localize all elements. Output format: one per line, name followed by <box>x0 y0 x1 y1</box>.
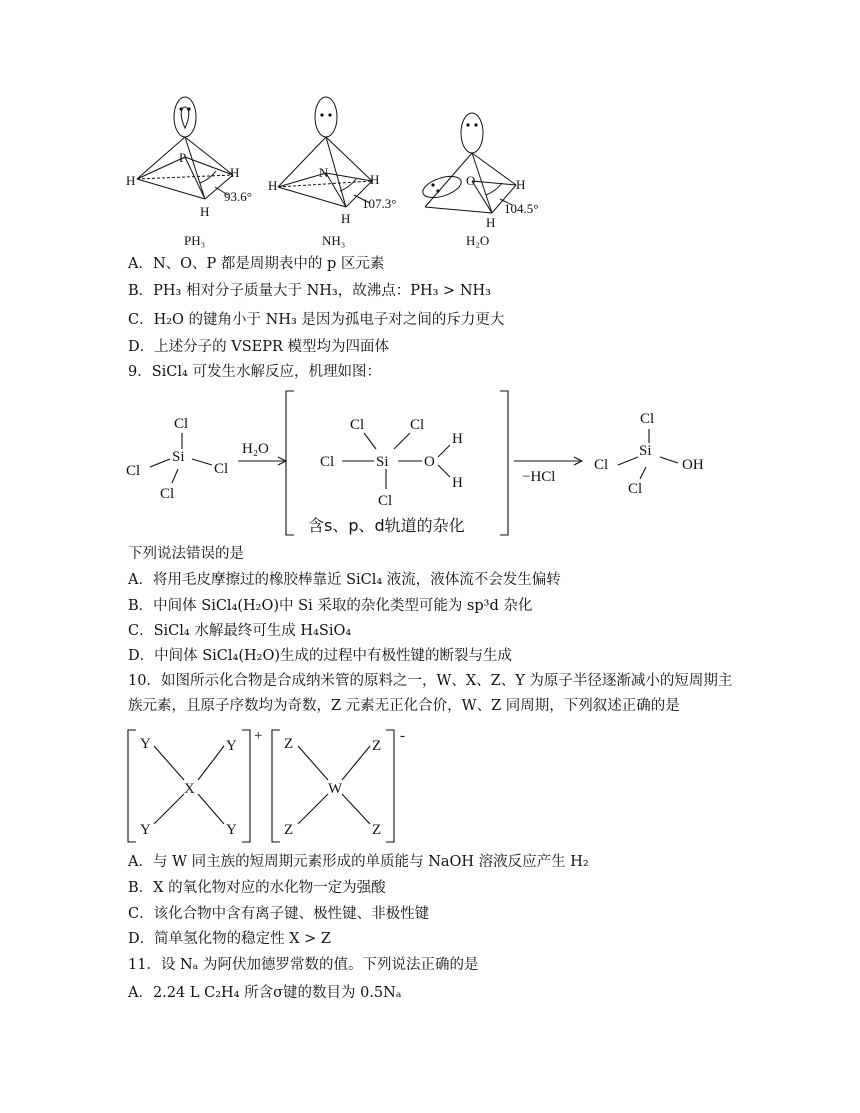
cation-center: X <box>184 781 195 797</box>
i-si: Si <box>376 454 389 470</box>
cation-charge: + <box>254 728 263 744</box>
q11-stem: 11．设 Nₐ 为阿伏加德罗常数的值。下列说法正确的是 <box>128 957 479 973</box>
h2o-h2: H <box>486 215 496 230</box>
q9-stem: 9．SiCl₄ 可发生水解反应，机理如图： <box>128 364 381 380</box>
nh3-h1: H <box>268 178 278 193</box>
anion-z-tl: Z <box>284 736 294 752</box>
molecule-figures <box>120 95 570 255</box>
r-cl-right: Cl <box>214 461 229 477</box>
ph3-h2: H <box>230 165 240 180</box>
q8-option-b: B．PH₃ 相对分子质量大于 NH₃，故沸点：PH₃ > NH₃ <box>128 283 491 299</box>
i-h-bottom: H <box>452 475 463 491</box>
nh3-angle: 107.3° <box>362 196 397 211</box>
q10-option-a: A．与 W 同主族的短周期元素形成的单质能与 NaOH 溶液反应产生 H₂ <box>128 854 589 870</box>
h2o-h1: H <box>516 177 526 192</box>
p-cl-left: Cl <box>594 457 609 473</box>
q9-question: 下列说法错误的是 <box>128 546 244 562</box>
cation-y-bl: Y <box>140 822 151 838</box>
q10-stem-line2: 族元素，且原子序数均为奇数，Z 元素无正化合价，W、Z 同周期，下列叙述正确的是 <box>128 698 680 714</box>
anion-z-bl: Z <box>284 822 294 838</box>
q8-option-c: C．H₂O 的键角小于 NH₃ 是因为孤电子对之间的斥力更大 <box>128 312 505 328</box>
h2o-center: O <box>466 173 476 188</box>
cation-y-tr: Y <box>226 738 237 754</box>
cation-y-br: Y <box>226 822 237 838</box>
r-cl-left: Cl <box>126 463 141 479</box>
p-si: Si <box>639 443 652 459</box>
anion-center: W <box>328 781 343 797</box>
nh3-center: N <box>319 165 329 180</box>
elimination-hcl: −HCl <box>522 469 556 485</box>
q11-option-a: A．2.24 L C₂H₄ 所含σ键的数目为 0.5Nₐ <box>128 985 402 1001</box>
ph3-diagram <box>137 97 233 199</box>
p-oh: OH <box>682 457 704 473</box>
ph3-angle: 93.6° <box>224 189 252 204</box>
nh3-h2: H <box>370 172 380 187</box>
anion-z-tr: Z <box>372 738 382 754</box>
q10-option-b: B．X 的氧化物对应的水化物一定为强酸 <box>128 880 386 896</box>
r-cl-top: Cl <box>174 416 189 432</box>
ph3-center: P <box>179 150 187 165</box>
cation-y-tl: Y <box>140 736 151 752</box>
nh3-diagram <box>278 97 372 207</box>
sicl4-mechanism <box>120 385 740 545</box>
compound-structure <box>124 726 424 846</box>
q10-option-d: D．简单氢化物的稳定性 X > Z <box>128 931 331 947</box>
h2o-angle: 104.5° <box>504 201 539 216</box>
i-h-top: H <box>452 431 463 447</box>
nh3-caption: NH₃ <box>322 233 346 248</box>
i-cl-left: Cl <box>320 454 335 470</box>
anion-z-br: Z <box>372 822 382 838</box>
i-o: O <box>424 454 435 470</box>
q9-option-b: B．中间体 SiCl₄(H₂O)中 Si 采取的杂化类型可能为 sp³d 杂化 <box>128 598 533 614</box>
i-cl-tr: Cl <box>410 417 425 433</box>
q10-stem-line1: 10．如图所示化合物是合成纳米管的原料之一，W、X、Z、Y 为原子半径逐渐减小的短周期主 <box>128 673 733 689</box>
q9-option-a: A．将用毛皮摩擦过的橡胶棒靠近 SiCl₄ 液流，液体流不会发生偏转 <box>128 572 561 588</box>
intermediate-note: 含s、p、d轨道的杂化 <box>308 516 465 535</box>
h2o-caption: H₂O <box>466 233 490 248</box>
r-si: Si <box>172 449 185 465</box>
q9-option-d: D．中间体 SiCl₄(H₂O)生成的过程中有极性键的断裂与生成 <box>128 648 513 664</box>
ph3-h1: H <box>126 173 136 188</box>
h2o-diagram <box>420 113 516 213</box>
i-cl-tl: Cl <box>350 417 365 433</box>
anion-charge: - <box>400 728 405 744</box>
reagent-h2o: H₂O <box>242 441 269 457</box>
r-cl-bottom: Cl <box>160 486 175 502</box>
q8-option-d: D．上述分子的 VSEPR 模型均为四面体 <box>128 339 390 355</box>
ph3-caption: PH₃ <box>184 233 206 248</box>
q8-option-a: A．N、O、P 都是周期表中的 p 区元素 <box>128 256 385 272</box>
p-cl-bottom: Cl <box>628 481 643 497</box>
q10-option-c: C．该化合物中含有离子键、极性键、非极性键 <box>128 906 430 922</box>
i-cl-bottom: Cl <box>378 493 393 509</box>
p-cl-top: Cl <box>640 411 655 427</box>
nh3-h3: H <box>341 211 351 226</box>
q9-option-c: C．SiCl₄ 水解最终可生成 H₄SiO₄ <box>128 623 352 639</box>
ph3-h3: H <box>200 204 210 219</box>
